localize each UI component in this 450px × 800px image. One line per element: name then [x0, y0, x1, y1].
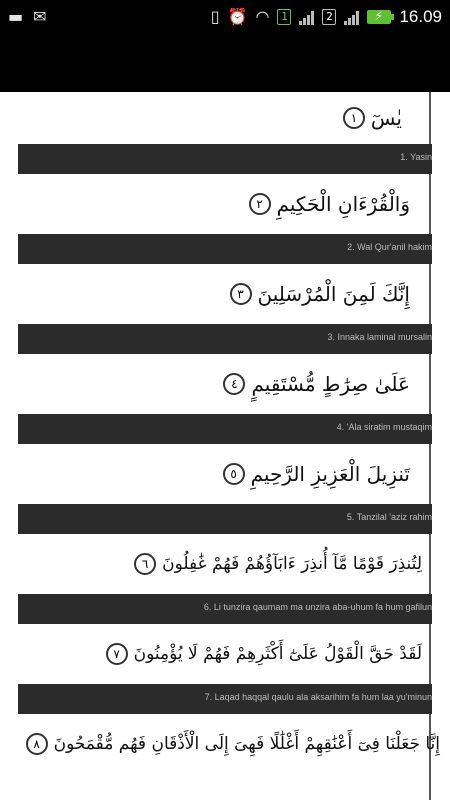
verse-transliteration: 4. 'Ala siratim mustaqim: [336, 422, 432, 432]
verse-item[interactable]: [0, 444, 450, 504]
vibrate-icon: ▯: [210, 7, 220, 26]
gallery-icon: ▬: [8, 7, 24, 26]
verse-arabic: إِنَّكَ لَمِنَ الْمُرْسَلِينَ: [257, 282, 410, 306]
verse-item[interactable]: [0, 354, 450, 414]
verse-number-icon: ٢: [249, 193, 271, 215]
verse-transliteration: 3. Innaka laminal mursalin: [327, 332, 432, 342]
verse-item[interactable]: [0, 264, 450, 324]
status-bar: [0, 0, 450, 34]
verse-number-icon: ٧: [106, 643, 128, 665]
verse-number-icon: ٥: [223, 463, 245, 485]
verse-item[interactable]: [0, 174, 450, 234]
verse-item[interactable]: [0, 534, 450, 594]
verse-number-icon: ٣: [230, 283, 252, 305]
verse-transliteration: 5. Tanzilal 'aziz rahim: [346, 512, 432, 522]
verse-arabic: لَقَدْ حَقَّ الْقَوْلُ عَلَىٰٓ أَكْثَرِهِمْ فَهُمْ لَا يُؤْمِنُونَ: [133, 644, 422, 664]
verse-arabic: لِتُنذِرَ قَوْمًا مَّآ أُنذِرَ ءَابَآؤُهُمْ فَهُمْ غَٰفِلُونَ: [162, 554, 422, 574]
sim1-icon: 1: [277, 9, 291, 25]
transliteration-bar: [18, 144, 432, 174]
signal-2-icon: [344, 9, 359, 25]
verse-number-icon: ٤: [223, 373, 245, 395]
transliteration-bar: [18, 414, 432, 444]
verse-item[interactable]: [0, 92, 450, 144]
verse-arabic: إِنَّا جَعَلْنَا فِىٓ أَعْنَٰقِهِمْ أَغْلَٰلًا فَهِىَ إِلَى الْأَذْقَانِ فَهُم مُّقْمَحُونَ: [53, 734, 440, 754]
transliteration-bar: [18, 594, 432, 624]
transliteration-bar: [18, 684, 432, 714]
action-bar: [0, 34, 450, 92]
verse-number-icon: ١: [343, 107, 365, 129]
verse-arabic: تَنزِيلَ الْعَزِيزِ الرَّحِيمِ: [250, 462, 410, 486]
signal-1-icon: [299, 9, 314, 25]
verse-transliteration: 2. Wal Qur'anil hakim: [347, 242, 432, 252]
transliteration-bar: [18, 324, 432, 354]
battery-icon: ⚡: [367, 10, 391, 24]
bbm-icon: ✉: [33, 7, 47, 26]
alarm-icon: ⏰: [227, 7, 248, 26]
wifi-icon: ◠: [255, 7, 270, 26]
verse-item[interactable]: [0, 624, 450, 684]
verse-arabic: يٰسٓ: [370, 106, 402, 130]
verse-arabic: عَلَىٰ صِرَٰطٍ مُّسْتَقِيمٍ: [251, 372, 410, 396]
transliteration-bar: [18, 234, 432, 264]
verse-transliteration: 6. Li tunzira qaumam ma unzira aba-uhum fa hum gafilun: [203, 602, 432, 612]
verse-transliteration: 7. Laqad haqqal qaulu ala aksarihim fa hum laa yu'minun: [204, 692, 432, 702]
verse-transliteration: 1. Yasin: [400, 152, 432, 162]
verse-number-icon: ٨: [26, 733, 48, 755]
transliteration-bar: [18, 504, 432, 534]
verse-item[interactable]: [0, 714, 450, 774]
clock: 16.09: [399, 7, 442, 26]
verse-number-icon: ٦: [134, 553, 156, 575]
verse-arabic: وَالْقُرْءَانِ الْحَكِيمِ: [276, 192, 410, 216]
sim2-icon: 2: [322, 9, 336, 25]
verse-list[interactable]: [0, 92, 450, 800]
